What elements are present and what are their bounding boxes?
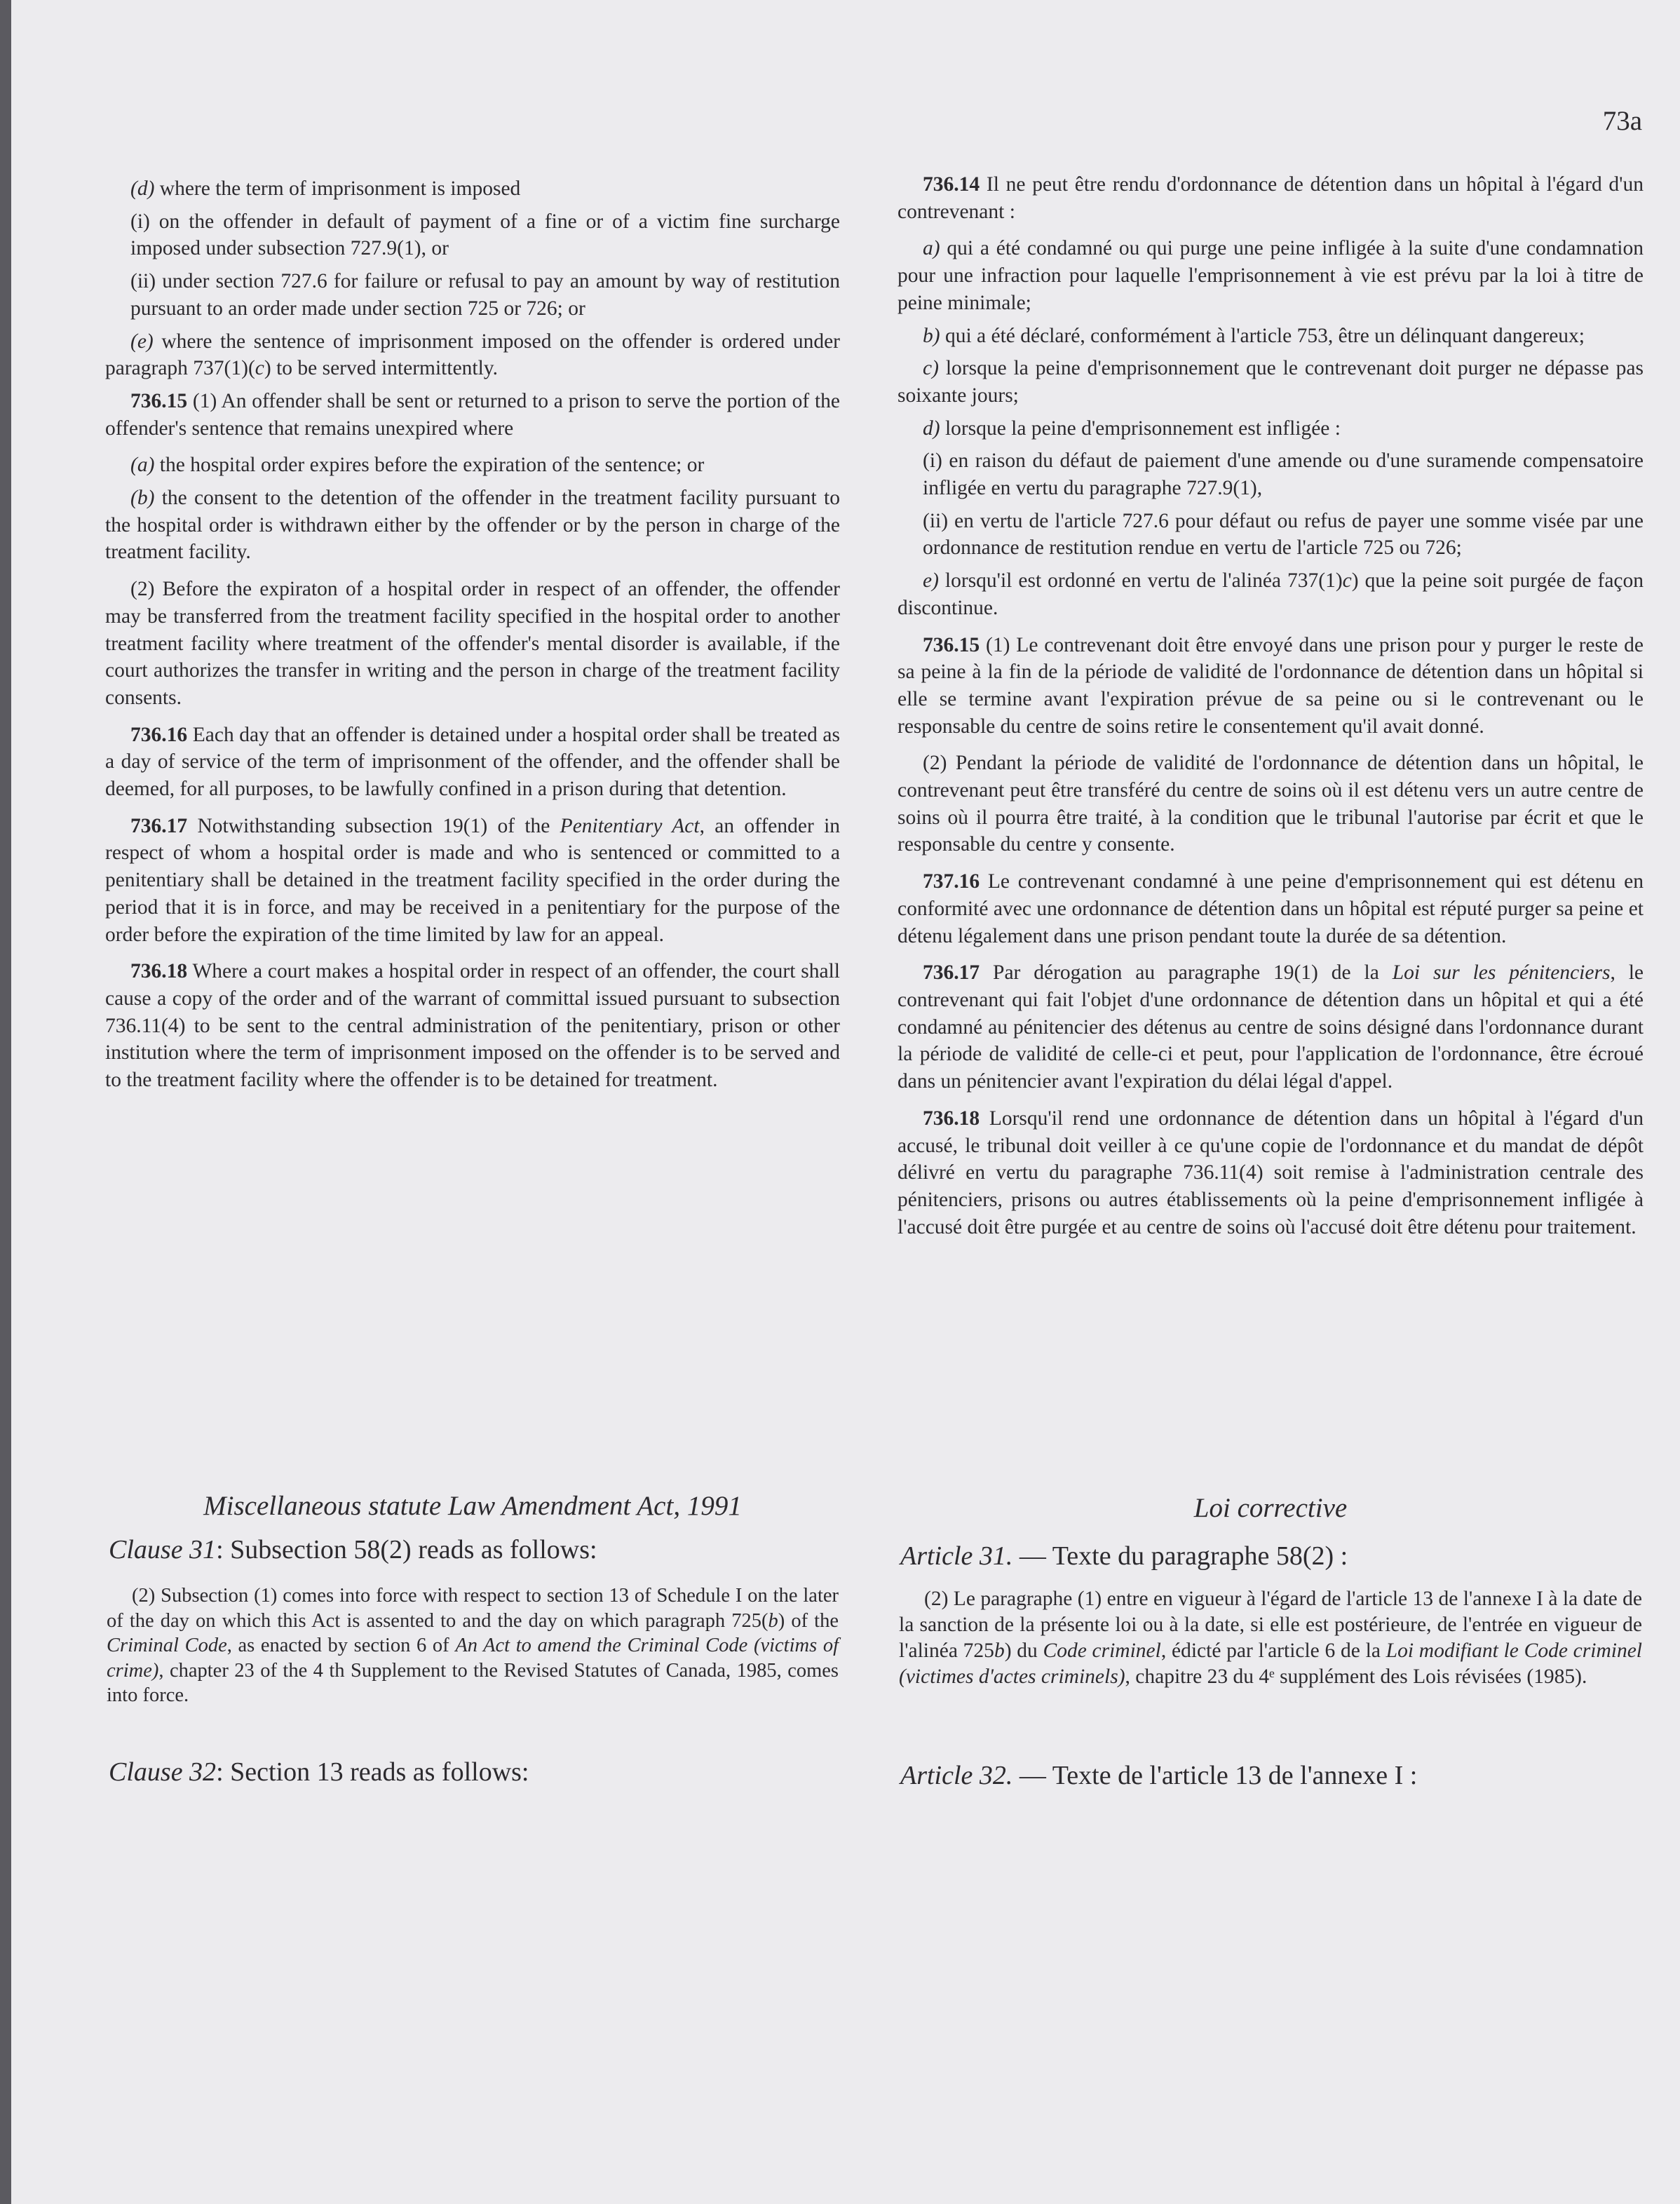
fr-section-736-15-2: (2) Pendant la période de validité de l'ordonnance de détention dans un hôpital, le contrevenant peut être transféré du centre de soins où il est détenu vers un autre centre de soins où il pourra être traité, à la condition que le tribunal l'autorise par écrit et que le responsable du centre y consente. bbox=[897, 752, 1644, 856]
fr-para-c: c) lorsque la peine d'emprisonnement que le contrevenant doit purger ne dépasse pas soixante jours; bbox=[897, 357, 1644, 407]
en-amendment-title: Miscellaneous statute Law Amendment Act, 1991 bbox=[203, 1491, 742, 1521]
french-column bbox=[897, 171, 1644, 1250]
english-column bbox=[105, 175, 840, 1104]
scan-edge bbox=[0, 0, 11, 2204]
en-section-736-16: 736.16 Each day that an offender is detained under a hospital order shall be treated as a day of service of the term of imprisonment of the offender, and the offender shall be deemed, for all purposes, to be lawfully confined in a prison during that detention. bbox=[105, 723, 841, 801]
fr-para-a: a) qui a été condamné ou qui purge une peine infligée à la suite d'une condamnation pour une infraction pour laquelle l'emprisonnement à vie est prévu par la loi à titre de peine minimale; bbox=[897, 237, 1644, 314]
page-number: 73a bbox=[1602, 106, 1642, 136]
fr-para-d: d) lorsque la peine d'emprisonnement est infligée : bbox=[923, 417, 1341, 440]
fr-section-736-15: 736.15 (1) Le contrevenant doit être envoyé dans une prison pour y purger le reste de sa peine à la fin de la période de validité de l'ordonnance de détention dans un hôpital si elle se termine avant l'expiration prévue de sa peine ou si le contrevenant ou le responsable du centre de soins retire le consentement qu'il avait donné. bbox=[897, 633, 1644, 738]
en-clause-31-body: (2) Subsection (1) comes into force with respect to section 13 of Schedule I on the later of the day on which this Act is assented to and the day on which paragraph 725(b) of the Criminal Code, as enacted by section 6 of An Act to amend the Criminal Code (victims of crime), chapter 23 of the 4 th Supplement to the Revised Statutes of Canada, 1985, comes into force. bbox=[107, 1585, 839, 1706]
fr-para-d-ii: (ii) en vertu de l'article 727.6 pour défaut ou refus de payer une somme visée par une ordonnance de restitution rendue en vertu de l'article 725 ou 726; bbox=[923, 509, 1644, 560]
fr-section-736-18: 736.18 Lorsqu'il rend une ordonnance de détention dans un hôpital à l'égard d'un accusé, le tribunal doit veiller à ce qu'une copie de l'ordonnance et du mandat de dépôt délivré en vertu du paragraphe 736.11(4) soit remise à l'administration centrale des pénitenciers, prisons ou autres établissements où la peine d'emprisonnement infligée à l'accusé doit être purgée et au centre de soins où l'accusé doit être détenu pour traitement. bbox=[897, 1107, 1644, 1238]
fr-para-b: b) qui a été déclaré, conformément à l'article 753, être un délinquant dangereux; bbox=[923, 324, 1585, 347]
fr-article-32-heading: Article 32. — Texte de l'article 13 de l'annexe I : bbox=[900, 1761, 1418, 1790]
en-clause-31-heading: Clause 31: Subsection 58(2) reads as follows: bbox=[109, 1535, 597, 1564]
en-clause-32-heading: Clause 32: Section 13 reads as follows: bbox=[109, 1757, 529, 1787]
fr-para-e: e) lorsqu'il est ordonné en vertu de l'alinéa 737(1)c) que la peine soit purgée de façon discontinue. bbox=[897, 569, 1644, 619]
en-para-15a: (a) the hospital order expires before the expiration of the sentence; or bbox=[130, 454, 705, 477]
fr-amendment-title: Loi corrective bbox=[1193, 1493, 1348, 1523]
fr-article-31-body: (2) Le paragraphe (1) entre en vigueur à l'égard de l'article 13 de l'annexe I à la date de la sanction de la présente loi ou à la date, si elle est postérieure, de l'entrée en vigueur de l'alinéa 725b) du Code criminel, édicté par l'article 6 de la Loi modifiant le Code criminel (victimes d'actes criminels), chapitre 23 du 4ᵉ supplément des Lois révisées (1985). bbox=[899, 1588, 1642, 1688]
en-section-736-15: 736.15 (1) An offender shall be sent or returned to a prison to serve the portion of the offender's sentence that remains unexpired where bbox=[105, 389, 841, 440]
en-section-736-17: 736.17 Notwithstanding subsection 19(1) of the Penitentiary Act, an offender in respect of whom a hospital order is made and who is sentenced or committed to a penitentiary shall be detained in the treatment facility specified in the order during the period that it is in force, and may be received in a penitentiary for the purpose of the order before the expiration of the time limited by law for an appeal. bbox=[105, 814, 841, 946]
en-para-d-ii: (ii) under section 727.6 for failure or refusal to pay an amount by way of restitution pursuant to an order made under section 725 or 726; or bbox=[130, 270, 840, 320]
en-para-e: (e) where the sentence of imprisonment imposed on the offender is ordered under paragraph 737(1)(c) to be served intermittently. bbox=[105, 330, 841, 380]
en-para-d: (d) where the term of imprisonment is imposed bbox=[130, 177, 521, 200]
en-section-736-15-2: (2) Before the expiraton of a hospital order in respect of an offender, the offender may be transferred from the treatment facility specified in the hospital order to another treatment facility where treatment of the offender's mental disorder is available, if the court authorizes the transfer in writing and the person in charge of the treatment facility consents. bbox=[105, 578, 840, 709]
fr-section-736-17: 736.17 Par dérogation au paragraphe 19(1) de la Loi sur les pénitenciers, le contrevenant qui fait l'objet d'une ordonnance de détention dans un hôpital et qui a été condamné au pénitencier des détenus au centre de soins désigné dans l'ordonnance durant la période de validité de celle-ci et peut, pour l'application de l'ordonnance, être écroué dans un pénitencier avant l'expiration du délai légal d'appel. bbox=[897, 961, 1644, 1093]
fr-section-737-16: 737.16 Le contrevenant condamné à une peine d'emprisonnement qui est détenu en conformité avec une ordonnance de détention dans un hôpital est réputé purger sa peine et détenu légalement dans une prison pendant toute la durée de sa détention. bbox=[897, 870, 1644, 947]
fr-article-31-heading: Article 31. — Texte du paragraphe 58(2) : bbox=[900, 1541, 1348, 1571]
en-section-736-18: 736.18 Where a court makes a hospital order in respect of an offender, the court shall cause a copy of the order and of the warrant of committal issued pursuant to subsection 736.11(4) to be sent to the central administration of the penitentiary, prison or other institution where the term of imprisonment imposed on the offender is to be served and to the treatment facility where the offender is to be detained for treatment. bbox=[105, 960, 840, 1092]
fr-para-d-i: (i) en raison du défaut de paiement d'une amende ou d'une suramende compensatoire infligée en vertu du paragraphe 727.9(1), bbox=[923, 449, 1644, 500]
fr-section-736-14: 736.14 Il ne peut être rendu d'ordonnance de détention dans un hôpital à l'égard d'un contrevenant : bbox=[897, 173, 1644, 223]
en-para-15b: (b) the consent to the detention of the offender in the treatment facility pursuant to the hospital order is withdrawn either by the offender or by the person in charge of the treatment facility. bbox=[105, 487, 840, 564]
en-para-d-i: (i) on the offender in default of payment of a fine or of a victim fine surcharge imposed under subsection 727.9(1), or bbox=[130, 210, 840, 260]
